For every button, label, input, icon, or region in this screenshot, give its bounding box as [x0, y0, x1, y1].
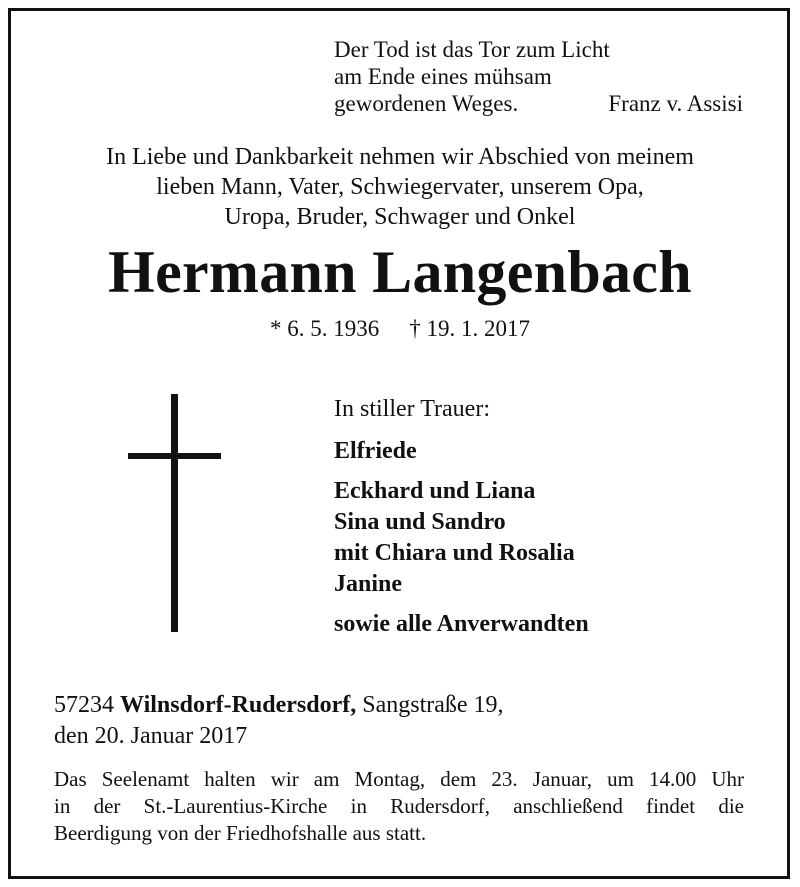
- intro-line: Uropa, Bruder, Schwager und Onkel: [224, 204, 576, 230]
- intro-text: [0, 142, 800, 232]
- mourner-name: Janine: [334, 571, 403, 597]
- birth-date: * 6. 5. 1936: [270, 316, 380, 341]
- zip-code: 57234: [54, 692, 114, 718]
- service-line: Das Seelenamt halten wir am Montag, dem 23. Januar, um 14.00 Uhr: [54, 767, 744, 791]
- cross-icon: [171, 394, 178, 632]
- mourners-block: [334, 394, 589, 640]
- quote-line: Der Tod ist das Tor zum Licht: [334, 37, 610, 62]
- mourner-name: Elfriede: [334, 438, 417, 464]
- life-dates: [0, 314, 800, 344]
- epigraph-quote: [334, 36, 754, 117]
- address-line: [54, 690, 504, 721]
- mourner-name: mit Chiara und Rosalia: [334, 540, 575, 566]
- quote-line: am Ende eines mühsam: [334, 64, 552, 89]
- town: Wilnsdorf-Rudersdorf,: [120, 692, 357, 718]
- mourner-name: sowie alle Anverwandten: [334, 611, 589, 637]
- mourners-lead: In stiller Trauer:: [334, 396, 490, 422]
- mourner-name: Eckhard und Liana: [334, 478, 536, 504]
- deceased-name: Hermann Langenbach: [108, 239, 692, 305]
- address-block: [54, 690, 504, 752]
- cross-icon-bar: [128, 453, 221, 459]
- quote-author: Franz v. Assisi: [608, 91, 743, 116]
- service-line: in der St.-Laurentius-Kirche in Rudersdorf, anschließend findet die: [54, 794, 744, 818]
- street: Sangstraße 19,: [362, 692, 504, 718]
- date-line: den 20. Januar 2017: [54, 723, 248, 749]
- intro-line: In Liebe und Dankbarkeit nehmen wir Abschied von meinem: [106, 144, 694, 170]
- service-line: Beerdigung von der Friedhofshalle aus statt.: [54, 821, 427, 845]
- service-info: [54, 766, 744, 847]
- quote-line: gewordenen Weges.: [334, 91, 519, 116]
- death-date: † 19. 1. 2017: [409, 316, 530, 341]
- intro-line: lieben Mann, Vater, Schwiegervater, unserem Opa,: [156, 174, 644, 200]
- mourner-name: Sina und Sandro: [334, 509, 506, 535]
